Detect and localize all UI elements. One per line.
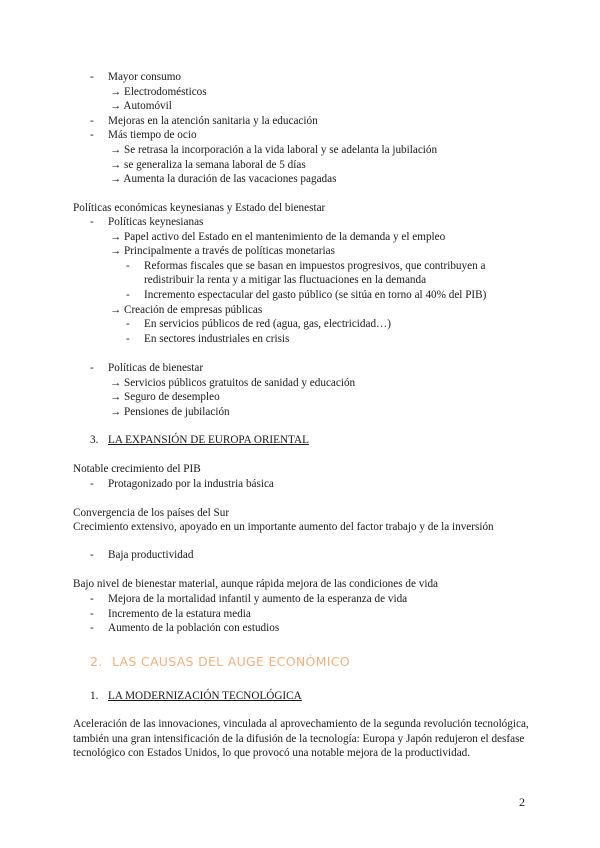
list-item-text: En servicios públicos de red (agua, gas, electricidad…) <box>144 318 391 331</box>
convergence-item-text: Baja productividad <box>108 549 194 561</box>
list-item-text: redistribuir la renta y a mitigar las fluctuaciones en la demanda <box>144 274 427 287</box>
section-3-number: 3. <box>90 434 99 446</box>
list-item <box>90 70 182 84</box>
list-item <box>90 621 280 635</box>
list-item <box>126 259 486 273</box>
list-item-text: → Automóvil <box>110 100 172 113</box>
list-item-text: → Papel activo del Estado en el mantenimiento de la demanda y el empleo <box>110 230 446 243</box>
list-item-text: → Creación de empresas públicas <box>110 303 263 316</box>
list-item <box>110 390 220 404</box>
list-item-text: → Seguro de desempleo <box>110 391 220 404</box>
list-item-text: Reformas fiscales que se basan en impuestos progresivos, que contribuyen a <box>144 259 486 272</box>
pib-item <box>90 477 274 491</box>
list-item-text: → se generaliza la semana laboral de 5 días <box>110 158 306 171</box>
section-1-title: LA MODERNIZACIÓN TECNOLÓGICA <box>108 690 302 702</box>
pib-item-text: Protagonizado por la industria básica <box>108 478 274 490</box>
list-item <box>126 332 290 346</box>
dash-bullet: - <box>90 622 94 635</box>
list-item-text: Incremento de la estatura media <box>108 607 251 620</box>
list-item-text: En sectores industriales en crisis <box>144 332 290 345</box>
list-item <box>110 376 355 390</box>
list-item <box>110 172 336 186</box>
convergence-heading: Convergencia de los países del Sur <box>73 507 230 519</box>
dash-bullet: - <box>90 607 94 620</box>
dash-bullet: - <box>90 129 94 142</box>
section-2-heading <box>90 655 350 669</box>
section-3-title: LA EXPANSIÓN DE EUROPA ORIENTAL <box>108 434 309 446</box>
convergence-item <box>90 548 194 562</box>
list-item-text: Más tiempo de ocio <box>108 129 197 142</box>
section-3-heading <box>90 433 309 447</box>
list-item-text: → Principalmente a través de políticas monetarias <box>110 245 335 258</box>
list-item-text: Mayor consumo <box>108 71 182 83</box>
list-item <box>110 158 306 172</box>
list-item <box>90 607 251 621</box>
list-item-text: → Se retrasa la incorporación a la vida laboral y se adelanta la jubilación <box>110 144 438 156</box>
list-item <box>110 303 262 317</box>
list-item-text: → Pensiones de jubilación <box>110 405 230 418</box>
section-2-title: LAS CAUSAS DEL AUGE ECONÓMICO <box>112 654 350 669</box>
dash-bullet: - <box>126 332 130 345</box>
list-item-text: Mejoras en la atención sanitaria y la educación <box>108 114 318 127</box>
dash-bullet: - <box>90 549 94 561</box>
dash-bullet: - <box>126 289 130 301</box>
convergence-paragraph: Crecimiento extensivo, apoyado en un importante aumento del factor trabajo y de la inversión <box>73 521 494 533</box>
list-item <box>90 592 408 606</box>
list-item <box>110 85 207 99</box>
list-item <box>110 143 437 157</box>
list-item-text: Políticas keynesianas <box>108 216 204 228</box>
list-item <box>110 405 230 419</box>
dash-bullet: - <box>90 478 94 490</box>
section-1-heading <box>90 689 302 703</box>
list-item <box>90 215 204 229</box>
dash-bullet: - <box>90 362 94 374</box>
list-item-text: Mejora de la mortalidad infantil y aumento de la esperanza de vida <box>108 593 408 605</box>
section-2-number: 2. <box>90 654 103 669</box>
list-item <box>90 128 197 142</box>
list-item <box>126 317 391 331</box>
list-item <box>144 273 426 287</box>
pib-heading: Notable crecimiento del PIB <box>73 463 201 475</box>
technology-paragraph: Aceleración de las innovaciones, vinculada al aprovechamiento de la segunda revolución tecnológica, también una gran intensificación de la difusión de la tecnología: Europa y Japón redujeron el desfase tecnológico con Estados Unidos, lo que provocó una notable mejora de la productividad. <box>73 718 529 760</box>
welfare-level-heading: Bajo nivel de bienestar material, aunque rápida mejora de las condiciones de vida <box>73 578 439 590</box>
list-item-text: Políticas de bienestar <box>108 362 204 374</box>
dash-bullet: - <box>90 71 94 83</box>
list-item <box>110 99 172 113</box>
list-item <box>126 288 487 302</box>
dash-bullet: - <box>90 593 94 605</box>
list-item <box>90 361 204 375</box>
section-1-number: 1. <box>90 690 99 702</box>
list-item-text: → Aumenta la duración de las vacaciones pagadas <box>110 173 337 186</box>
list-item <box>90 114 318 128</box>
list-item <box>110 244 335 258</box>
dash-bullet: - <box>90 114 94 127</box>
page-number: 2 <box>519 795 525 809</box>
list-item-text: Incremento espectacular del gasto público (se sitúa en torno al 40% del PIB) <box>144 289 487 301</box>
list-item <box>110 230 445 244</box>
dash-bullet: - <box>90 216 94 228</box>
policies-heading: Políticas económicas keynesianas y Estado del bienestar <box>73 202 326 214</box>
dash-bullet: - <box>126 259 130 272</box>
list-item-text: Aumento de la población con estudios <box>108 622 280 635</box>
dash-bullet: - <box>126 318 130 331</box>
list-item-text: → Electrodomésticos <box>110 85 207 98</box>
list-item-text: → Servicios públicos gratuitos de sanidad y educación <box>110 376 356 389</box>
